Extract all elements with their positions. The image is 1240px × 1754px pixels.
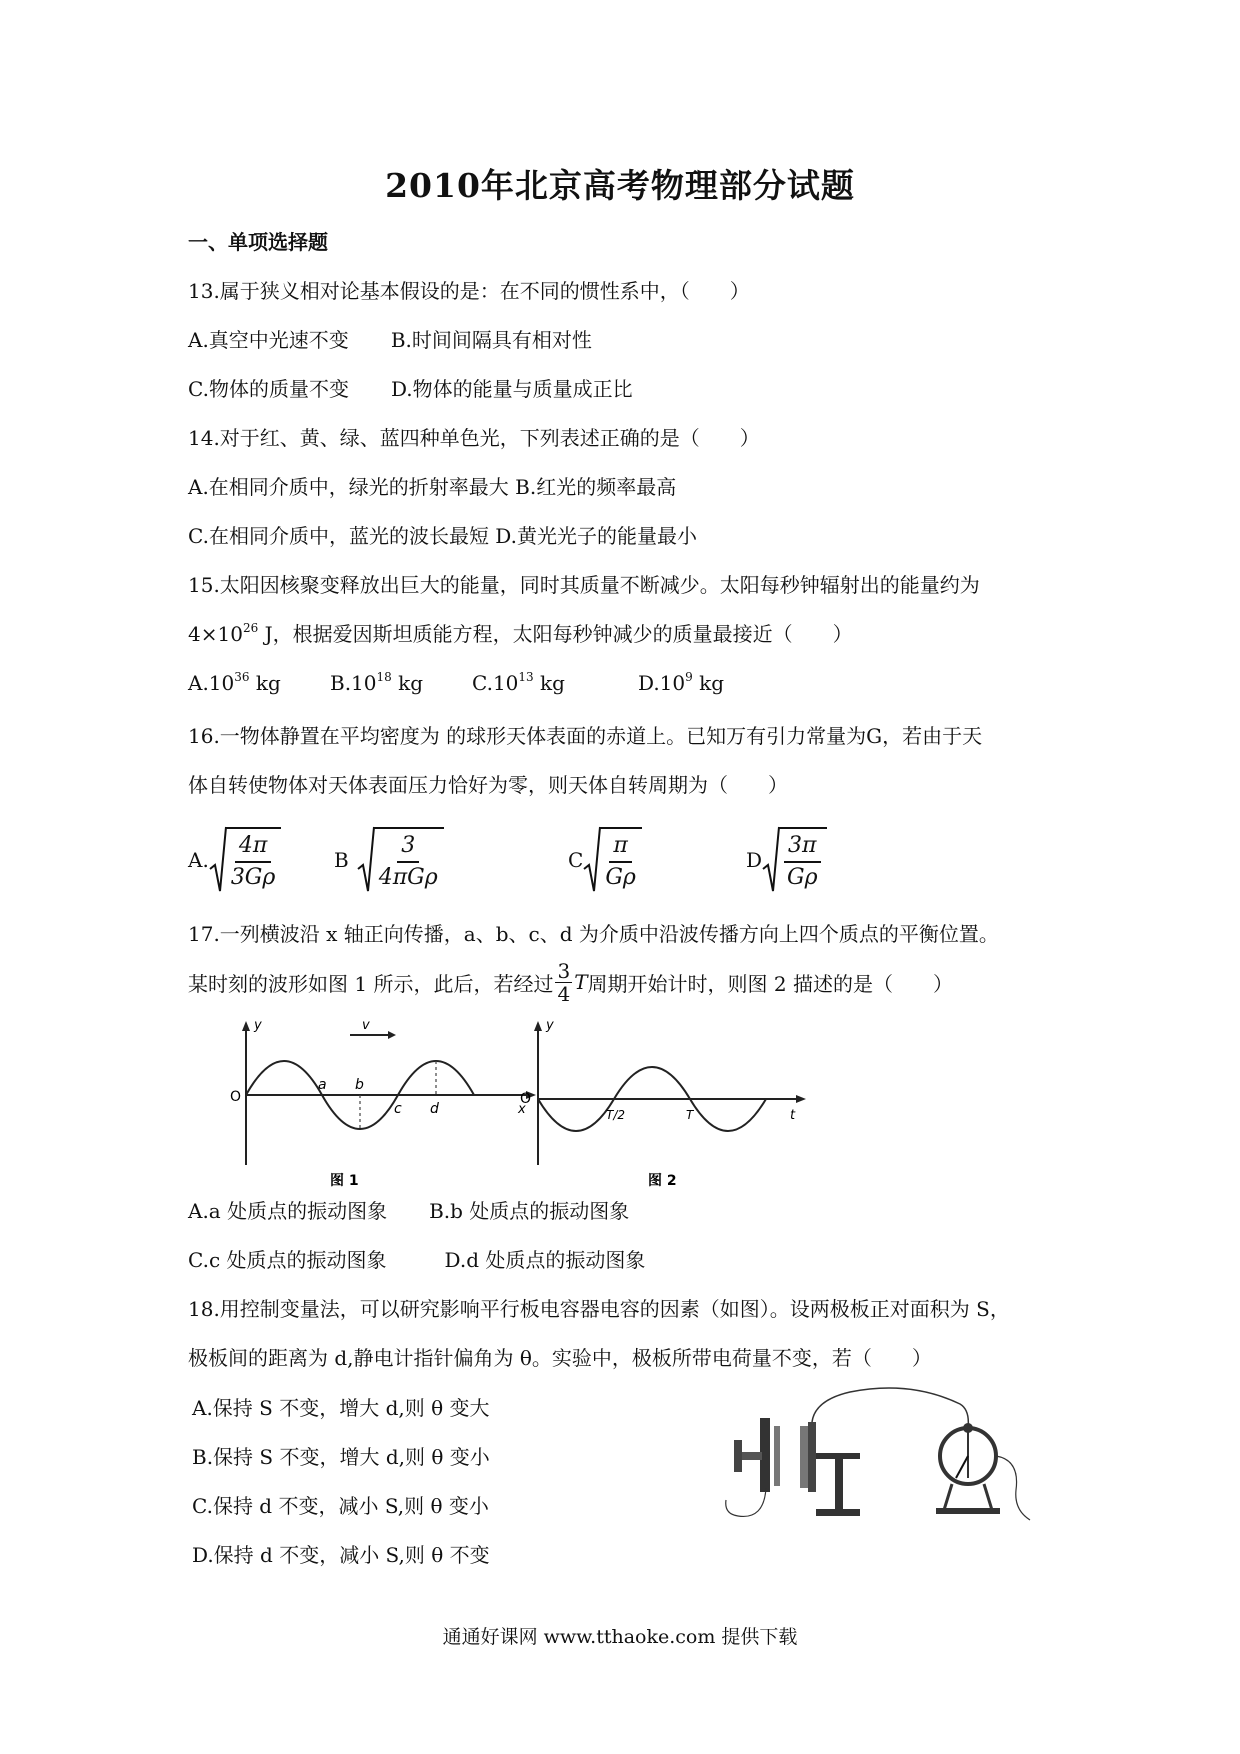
denominator: 3Gρ <box>230 865 276 890</box>
numerator: π <box>609 831 631 863</box>
q17-stem-text: 某时刻的波形如图 1 所示，此后，若经过 <box>188 971 554 996</box>
denominator: 4πGρ <box>378 865 438 890</box>
q18-stem-line1: 18.用控制变量法，可以研究影响平行板电容器电容的因素（如图）。设两极板正对面积为 S， <box>188 1297 1010 1321</box>
fraction <box>599 827 642 893</box>
electroscope-stand <box>944 1484 992 1510</box>
q15-options <box>188 670 724 695</box>
wave-figures <box>200 1015 940 1190</box>
q15-option-c: $C.10^{13}$ kg <box>472 670 565 695</box>
fixed-plate-handle <box>740 1452 762 1460</box>
ground-wire-right <box>996 1456 1030 1520</box>
q15-option-a: $A.10^{36}$ kg <box>188 670 281 695</box>
q17-stem-rest: 周期开始计时，则图 2 描述的是（ ） <box>587 971 953 996</box>
q16-option-d <box>746 820 827 900</box>
option-label: C <box>568 848 584 872</box>
fraction <box>373 827 444 893</box>
figure-2-vibration-graph <box>520 1018 806 1189</box>
denominator: 4 <box>557 981 571 1006</box>
q18-option-a: A.保持 S 不变，增大 d,则 θ 变大 <box>192 1396 490 1420</box>
point-d-label: d <box>430 1101 439 1117</box>
period-label: T <box>686 1108 694 1122</box>
q17-option-a: A.a 处质点的振动图象 <box>188 1199 388 1223</box>
q17-figures <box>200 1015 940 1190</box>
electroscope-knob <box>963 1423 973 1433</box>
q16-stem-line1: 16.一物体静置在平均密度为 的球形天体表面的赤道上。已知万有引力常量为G，若由于天 <box>188 724 983 748</box>
q13-options-ab <box>188 324 592 353</box>
q13-option-b: B.时间间隔具有相对性 <box>390 328 592 352</box>
q15-stem-line1: 15.太阳因核聚变释放出巨大的能量，同时其质量不断减少。太阳每秒钟辐射出的能量约为 <box>188 573 980 597</box>
q17-stem-line2 <box>188 956 953 1008</box>
half-period-label: T/2 <box>606 1108 626 1122</box>
fraction <box>778 827 826 893</box>
q15-stem-line2 <box>188 618 853 647</box>
fig2-t-arrow <box>796 1095 806 1103</box>
point-c-label: c <box>394 1101 402 1117</box>
q14-options-cd: C.在相同介质中，蓝光的波长最短 D.黄光光子的能量最小 <box>188 524 697 548</box>
fixed-plate-stand <box>734 1440 742 1472</box>
section-heading: 一、单项选择题 <box>188 230 328 254</box>
denominator: Gρ <box>605 865 636 890</box>
numerator: 3 <box>397 831 419 863</box>
option-label: D <box>746 848 763 872</box>
numerator: 3π <box>784 831 820 863</box>
capacitor-electroscope-diagram <box>720 1370 1060 1535</box>
movable-plate <box>808 1422 816 1492</box>
movable-plate-rod <box>816 1453 860 1459</box>
stand-base <box>816 1509 860 1516</box>
connecting-wire <box>812 1388 968 1428</box>
electroscope-base <box>936 1508 1000 1514</box>
sqrt-symbol <box>209 825 282 895</box>
q13-stem: 13.属于狭义相对论基本假设的是：在不同的惯性系中，（ ） <box>188 279 750 303</box>
q13-options-cd <box>188 373 633 402</box>
sqrt-symbol <box>762 825 826 895</box>
q16-options <box>188 820 948 900</box>
q16-stem-line2: 体自转使物体对天体表面压力恰好为零，则天体自转周期为（ ） <box>188 773 788 797</box>
q15-stem-rest: J，根据爱因斯坦质能方程，太阳每秒钟减少的质量最接近（ ） <box>258 622 853 646</box>
denominator: Gρ <box>787 865 818 890</box>
electroscope-pointer <box>956 1456 968 1478</box>
q15-option-d: $D.10^9$ kg <box>638 670 725 695</box>
q17-stem-line1: 17.一列横波沿 x 轴正向传播，a、b、c、d 为介质中沿波传播方向上四个质点的平衡位置。 <box>188 922 999 946</box>
q16-option-a <box>188 820 281 900</box>
fraction <box>225 827 282 893</box>
fig1-y-arrow <box>242 1021 250 1031</box>
q17-option-d: D.d 处质点的振动图象 <box>444 1248 646 1272</box>
q16-option-c <box>568 820 642 900</box>
q13-option-d: D.物体的能量与质量成正比 <box>390 377 633 401</box>
q17-options-cd <box>188 1244 645 1273</box>
fig1-origin: O <box>230 1089 242 1105</box>
q18-option-d: D.保持 d 不变，减小 S,则 θ 不变 <box>192 1543 490 1567</box>
q17-option-b: B.b 处质点的振动图象 <box>429 1199 630 1223</box>
footer-source: 通通好课网 www.tthaoke.com 提供下载 <box>442 1626 798 1648</box>
velocity-arrow-head <box>388 1031 396 1039</box>
point-b-label: b <box>355 1077 364 1093</box>
fig1-x-label: x <box>518 1102 526 1117</box>
stand-post <box>835 1459 843 1511</box>
period-symbol: T <box>574 970 588 994</box>
fig2-origin: O <box>520 1091 532 1107</box>
q13-option-a: A.真空中光速不变 <box>188 328 349 352</box>
q16-option-b <box>334 820 444 900</box>
page-title: 2010年北京高考物理部分试题 <box>385 166 855 205</box>
q14-stem: 14.对于红、黄、绿、蓝四种单色光，下列表述正确的是（ ） <box>188 426 760 450</box>
fixed-plate-inner <box>774 1426 780 1486</box>
figure-1-wave-graph <box>230 1018 536 1189</box>
q13-option-c: C.物体的质量不变 <box>188 377 349 401</box>
fig1-y-label: y <box>254 1018 262 1033</box>
option-label: B <box>334 848 349 872</box>
sqrt-symbol <box>583 825 642 895</box>
q17-options-ab <box>188 1195 629 1224</box>
option-label: A. <box>188 848 209 872</box>
q15-option-b: $B.10^{18}$ kg <box>330 670 424 695</box>
q14-options-ab: A.在相同介质中，绿光的折射率最大 B.红光的频率最高 <box>188 475 677 499</box>
ground-wire-left <box>726 1488 766 1516</box>
numerator: 4π <box>235 831 271 863</box>
q18-option-b: B.保持 S 不变，增大 d,则 θ 变小 <box>192 1445 490 1469</box>
q18-stem-line2: 极板间的距离为 d,静电计指针偏角为 θ。实验中，极板所带电荷量不变，若（ ） <box>188 1346 932 1370</box>
fig2-y-arrow <box>534 1021 542 1031</box>
energy-value: 4×10 <box>188 622 243 646</box>
fig2-caption: 图 2 <box>648 1173 677 1189</box>
fig2-t-label: t <box>790 1108 796 1123</box>
sqrt-symbol <box>357 825 444 895</box>
numerator: 3 <box>557 958 571 983</box>
velocity-label: v <box>362 1018 370 1033</box>
point-a-label: a <box>318 1077 327 1093</box>
energy-exponent: 26 <box>242 621 259 635</box>
movable-plate-edge <box>800 1426 808 1488</box>
fig2-y-label: y <box>546 1018 554 1033</box>
three-quarters-fraction <box>555 960 572 1005</box>
q17-option-c: C.c 处质点的振动图象 <box>188 1248 387 1272</box>
capacitor-setup-illustration <box>720 1370 1060 1535</box>
fig1-caption: 图 1 <box>330 1173 359 1189</box>
q18-option-c: C.保持 d 不变，减小 S,则 θ 变小 <box>192 1494 489 1518</box>
